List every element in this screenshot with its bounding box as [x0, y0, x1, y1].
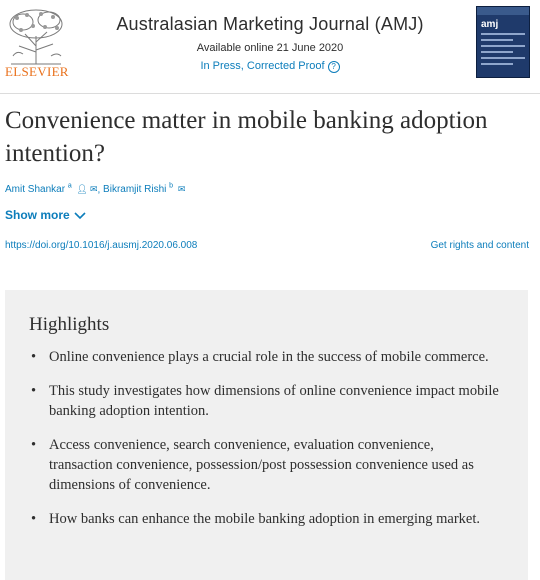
- highlight-item: [29, 381, 499, 421]
- journal-header: [0, 0, 540, 90]
- doi-link[interactable]: https://doi.org/10.1016/j.ausmj.2020.06.008: [5, 240, 198, 251]
- bullet-marker: •: [31, 437, 37, 453]
- article-status-label: In Press, Corrected Proof: [200, 60, 325, 72]
- highlight-item: [29, 509, 499, 529]
- highlight-text: Access convenience, search convenience, evaluation convenience, transaction convenience, possession/post possession convenience used as dimensions of convenience.: [49, 437, 474, 493]
- bullet-marker: •: [31, 511, 37, 527]
- article-status-link[interactable]: [80, 60, 460, 73]
- author-list: Amit Shankar $^a$ 👤︎ ✉︎, Bikramjit Rishi $^b$ ✉︎: [5, 183, 186, 196]
- highlights-title: Highlights: [29, 314, 110, 335]
- chevron-down-icon: [74, 209, 86, 221]
- author-name: Amit Shankar: [5, 184, 66, 196]
- highlights-list: [29, 347, 499, 543]
- show-more-button[interactable]: [5, 208, 86, 222]
- highlight-item: [29, 347, 499, 367]
- elsevier-wordmark: ELSEVIER: [5, 64, 69, 79]
- bullet-marker: •: [31, 349, 37, 365]
- help-icon[interactable]: ?: [328, 61, 340, 73]
- show-more-label: Show more: [5, 208, 70, 222]
- article-title: Convenience matter in mobile banking adoption intention?: [5, 107, 488, 167]
- author-link-2[interactable]: [103, 184, 173, 195]
- author-name: Bikramjit Rishi: [103, 184, 167, 196]
- journal-cover-image[interactable]: [476, 6, 530, 78]
- journal-title[interactable]: Australasian Marketing Journal (AMJ): [116, 14, 424, 34]
- rights-link[interactable]: Get rights and content: [430, 240, 529, 251]
- bullet-marker: •: [31, 383, 37, 399]
- author-affiliation-marker: a: [67, 183, 72, 190]
- highlights-panel: [5, 290, 528, 580]
- author-link-1[interactable]: [5, 184, 72, 195]
- highlight-text: Online convenience plays a crucial role in the success of mobile commerce.: [49, 349, 489, 365]
- available-online-date: Available online 21 June 2020: [196, 42, 344, 54]
- cover-top-bar: [477, 7, 529, 15]
- highlight-text: This study investigates how dimensions of online convenience impact mobile banking adoption intention.: [49, 383, 499, 419]
- highlight-text: How banks can enhance the mobile banking adoption in emerging market.: [49, 511, 480, 527]
- author-affiliation-marker: b: [169, 183, 174, 190]
- cover-text-lines: [481, 33, 525, 69]
- highlight-item: [29, 435, 499, 495]
- mail-icon[interactable]: ✉︎: [89, 184, 98, 195]
- header-divider: [0, 93, 540, 94]
- person-icon: 👤︎: [76, 184, 88, 195]
- cover-title: amj: [481, 19, 499, 30]
- mail-icon[interactable]: ✉︎: [177, 184, 186, 195]
